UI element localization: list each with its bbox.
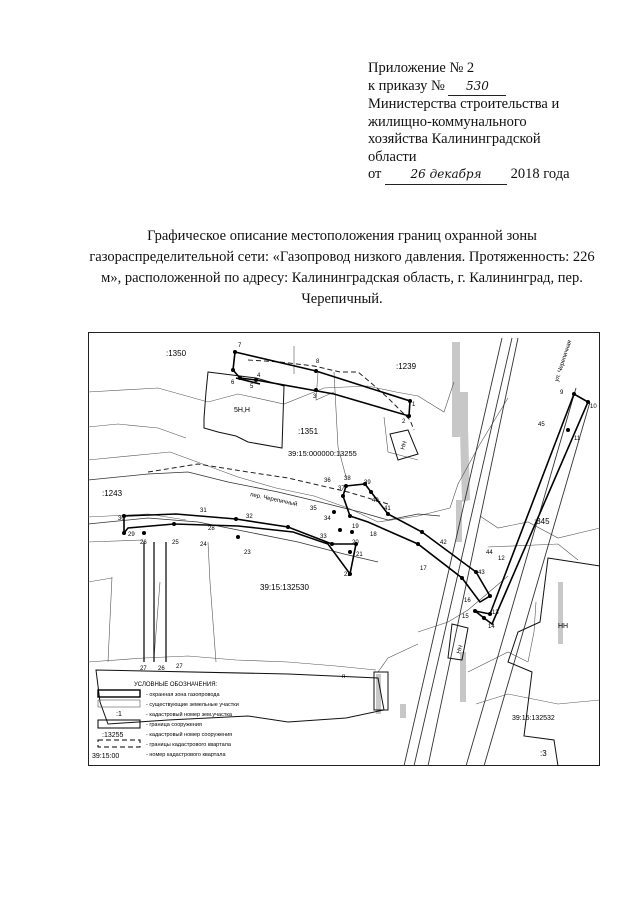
svg-text:28: 28	[208, 526, 215, 532]
date-handwritten: 26 декабря	[385, 166, 507, 185]
svg-text:45: 45	[538, 422, 545, 428]
svg-text:16: 16	[464, 598, 471, 604]
svg-text:31: 31	[200, 508, 207, 514]
svg-text:13: 13	[492, 610, 499, 616]
svg-text:14: 14	[488, 624, 495, 630]
structure-label: 39:15:000000:13255	[288, 449, 357, 458]
svg-text:44: 44	[486, 550, 493, 556]
svg-text:43: 43	[478, 570, 485, 576]
legend-sample-quarter-number: 39:15:00	[92, 753, 120, 760]
svg-text:22: 22	[344, 572, 351, 578]
svg-text:9: 9	[560, 390, 564, 396]
svg-text:27: 27	[176, 664, 183, 670]
parcel-label-1351: :1351	[298, 427, 319, 436]
svg-text:21: 21	[356, 552, 363, 558]
parcel-label-345: :345	[534, 517, 550, 526]
street-avenue-label: ул. Черепичная	[554, 339, 574, 383]
legend-text-3: - кадастровый номер зем.участка	[146, 712, 232, 718]
svg-text:30: 30	[118, 516, 125, 522]
quarter-label-132530: 39:15:132530	[260, 583, 309, 592]
svg-text:35: 35	[310, 506, 317, 512]
svg-text:25: 25	[172, 540, 179, 546]
svg-text:8: 8	[316, 359, 320, 365]
svg-text:17: 17	[420, 566, 427, 572]
parcel-label-1243: :1243	[102, 489, 123, 498]
svg-text:2: 2	[402, 419, 406, 425]
quarter-label-132532: 39:15:132532	[512, 715, 555, 722]
svg-text:10: 10	[590, 404, 597, 410]
building-label-nn-3: НН	[456, 644, 465, 655]
svg-text:36: 36	[324, 478, 331, 484]
legend-sample-structure-number: :13255	[102, 732, 124, 739]
parcel-label-1239: :1239	[396, 362, 417, 371]
svg-text:40: 40	[372, 498, 379, 504]
svg-text:19: 19	[352, 524, 359, 530]
svg-text:29: 29	[128, 532, 135, 538]
svg-text:39: 39	[364, 480, 371, 486]
legend-text-6: - границы кадастрового квартала	[146, 742, 231, 748]
date-line: от 26 декабря 2018 года	[368, 166, 628, 185]
svg-text:33: 33	[320, 534, 327, 540]
legend-sample-parcel-number: :1	[116, 711, 122, 718]
parcel-label-1350: :1350	[166, 349, 187, 358]
order-number-handwritten: 530	[448, 78, 506, 97]
svg-text:37: 37	[338, 486, 345, 492]
svg-text:15: 15	[462, 614, 469, 620]
svg-text:6: 6	[231, 380, 235, 386]
building-label-nn-2: НН	[558, 623, 569, 630]
svg-text:27: 27	[140, 666, 147, 672]
ministry-line-3: хозяйства Калининградской	[368, 131, 541, 147]
svg-text:20: 20	[352, 540, 359, 546]
legend-text-4: - граница сооружения	[146, 722, 202, 728]
svg-text:38: 38	[344, 476, 351, 482]
building-label-p: п	[342, 674, 346, 680]
svg-text:24: 24	[200, 542, 207, 548]
svg-text:42: 42	[440, 540, 447, 546]
svg-text:26: 26	[158, 666, 165, 672]
street-lane-label: пер. Черепичный	[249, 492, 298, 508]
legend-text-5: - кадастровый номер сооружения	[146, 732, 233, 738]
svg-text:5: 5	[250, 384, 254, 390]
svg-text:41: 41	[384, 506, 391, 512]
svg-text:7: 7	[238, 343, 242, 349]
svg-text:12: 12	[498, 556, 505, 562]
legend-text-2: - существующие земельные участки	[146, 702, 239, 708]
svg-text:4: 4	[257, 373, 261, 379]
svg-text:26: 26	[140, 540, 147, 546]
svg-text:23: 23	[244, 550, 251, 556]
svg-text:1: 1	[412, 402, 416, 408]
cadastral-map	[88, 332, 600, 766]
svg-text:32: 32	[246, 514, 253, 520]
ministry-line-4: области	[368, 148, 417, 165]
building-label-nn-1: НН	[400, 440, 409, 451]
appendix-header	[368, 60, 628, 185]
order-line: к приказу № 530	[368, 78, 628, 97]
svg-text:34: 34	[324, 516, 331, 522]
svg-text:11: 11	[574, 436, 581, 442]
ministry-line-2: жилищно-коммунального	[368, 113, 527, 130]
ministry-line-1: Министерства строительства и	[368, 96, 560, 112]
parcel-label-3: :3	[540, 749, 547, 758]
legend-title: УСЛОВНЫЕ ОБОЗНАЧЕНИЯ:	[134, 682, 218, 688]
svg-text:18: 18	[370, 532, 377, 538]
legend-text-7: - номер кадастрового квартала	[146, 752, 226, 758]
svg-text:3: 3	[313, 394, 317, 400]
building-label-5nn: 5Н,Н	[234, 407, 250, 414]
legend-text-1: - охранная зона газопровода	[146, 692, 220, 698]
appendix-number: Приложение № 2	[368, 60, 475, 76]
document-title: Графическое описание местоположения границ охранной зоны газораспределительной сети: «Газопровод низкого давления. Протяженность: 226 м», расположенной по адресу: Калининградская область, г. Калининград, пер. Черепичный.	[89, 228, 595, 307]
